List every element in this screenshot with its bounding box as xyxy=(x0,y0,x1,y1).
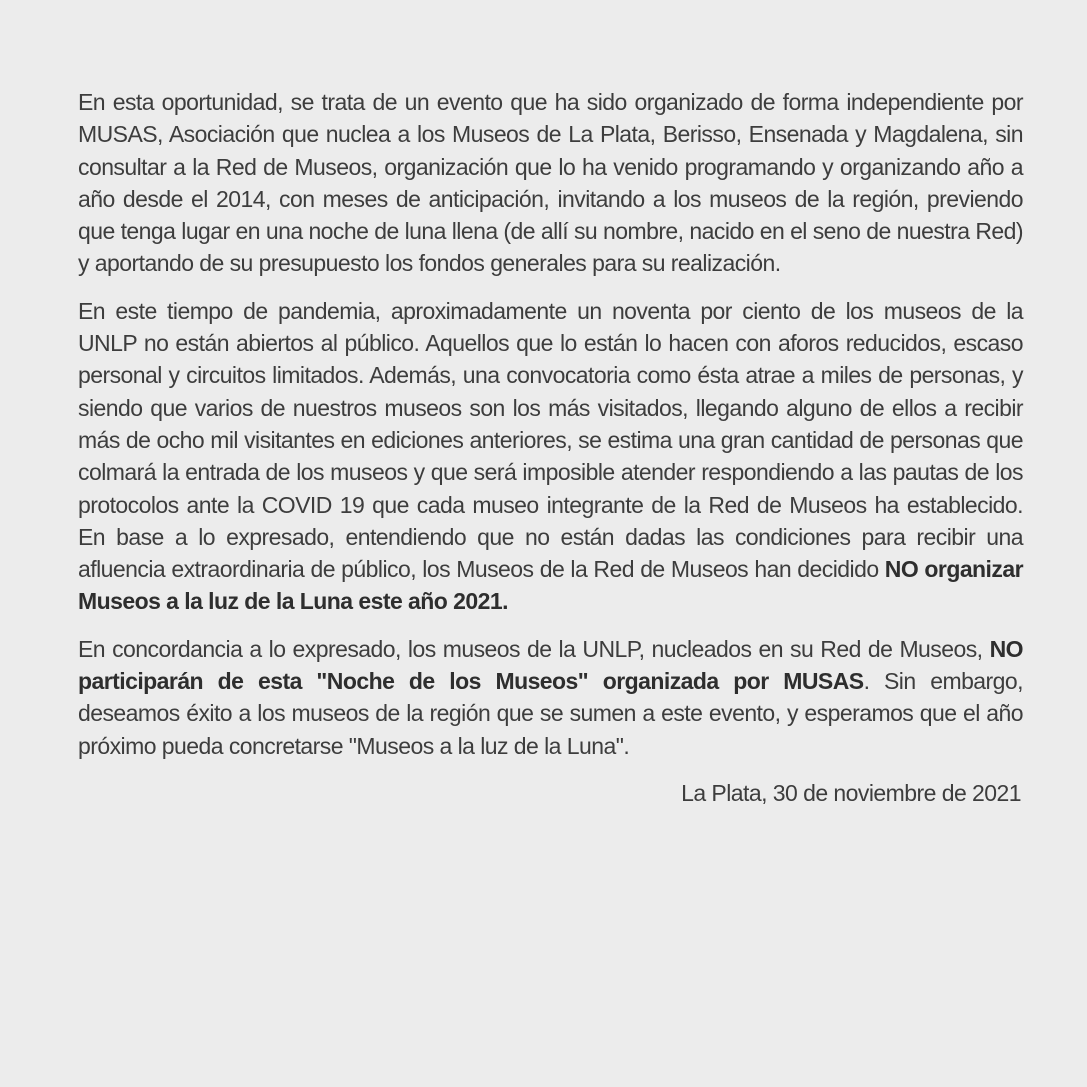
paragraph-3-bold-statement: NO participarán de esta "Noche de los Museos" organizada por MUSAS xyxy=(78,635,1023,695)
paragraph-3-text-after: . Sin embargo, deseamos éxito a los museos de la región que se sumen a este evento, y esperamos que el año próximo pueda concretarse "Museos a la luz de la Luna". xyxy=(78,668,1023,759)
paragraph-3-text-before: En concordancia a lo expresado, los museos de la UNLP, nucleados en su Red de Museos, xyxy=(78,635,990,662)
paragraph-1 xyxy=(78,86,1023,280)
paragraph-2 xyxy=(78,295,1023,618)
paragraph-3 xyxy=(78,633,1023,762)
paragraph-2-bold-decision: NO organizar Museos a la luz de la Luna este año 2021. xyxy=(78,556,1023,615)
statement-document xyxy=(78,86,1023,809)
signature-date-line: La Plata, 30 de noviembre de 2021 xyxy=(681,779,1021,806)
paragraph-2-text: En este tiempo de pandemia, aproximadamente un noventa por ciento de los museos de la UNLP no están abiertos al público. Aquellos que lo están lo hacen con aforos reducidos, escaso personal y circuitos limitados. Además, una convocatoria como ésta atrae a miles de personas, y siendo que varios de nuestros museos son los más visitados, llegando alguno de ellos a recibir más de ocho mil visitantes en ediciones anteriores, se estima una gran cantidad de personas que colmará la entrada de los museos y que será imposible atender respondiendo a las pautas de los protocolos ante la COVID 19 que cada museo integrante de la Red de Museos ha establecido. En base a lo expresado, entendiendo que no están dadas las condiciones para recibir una afluencia extraordinaria de público, los Museos de la Red de Museos han decidido xyxy=(78,297,1023,583)
paragraph-1-text: En esta oportunidad, se trata de un evento que ha sido organizado de forma independiente por MUSAS, Asociación que nuclea a los Museos de La Plata, Berisso, Ensenada y Magdalena, sin consultar a la Red de Museos, organización que lo ha venido programando y organizando año a año desde el 2014, con meses de anticipación, invitando a los museos de la región, previendo que tenga lugar en una noche de luna llena (de allí su nombre, nacido en el seno de nuestra Red) y aportando de su presupuesto los fondos generales para su realización. xyxy=(78,89,1023,277)
